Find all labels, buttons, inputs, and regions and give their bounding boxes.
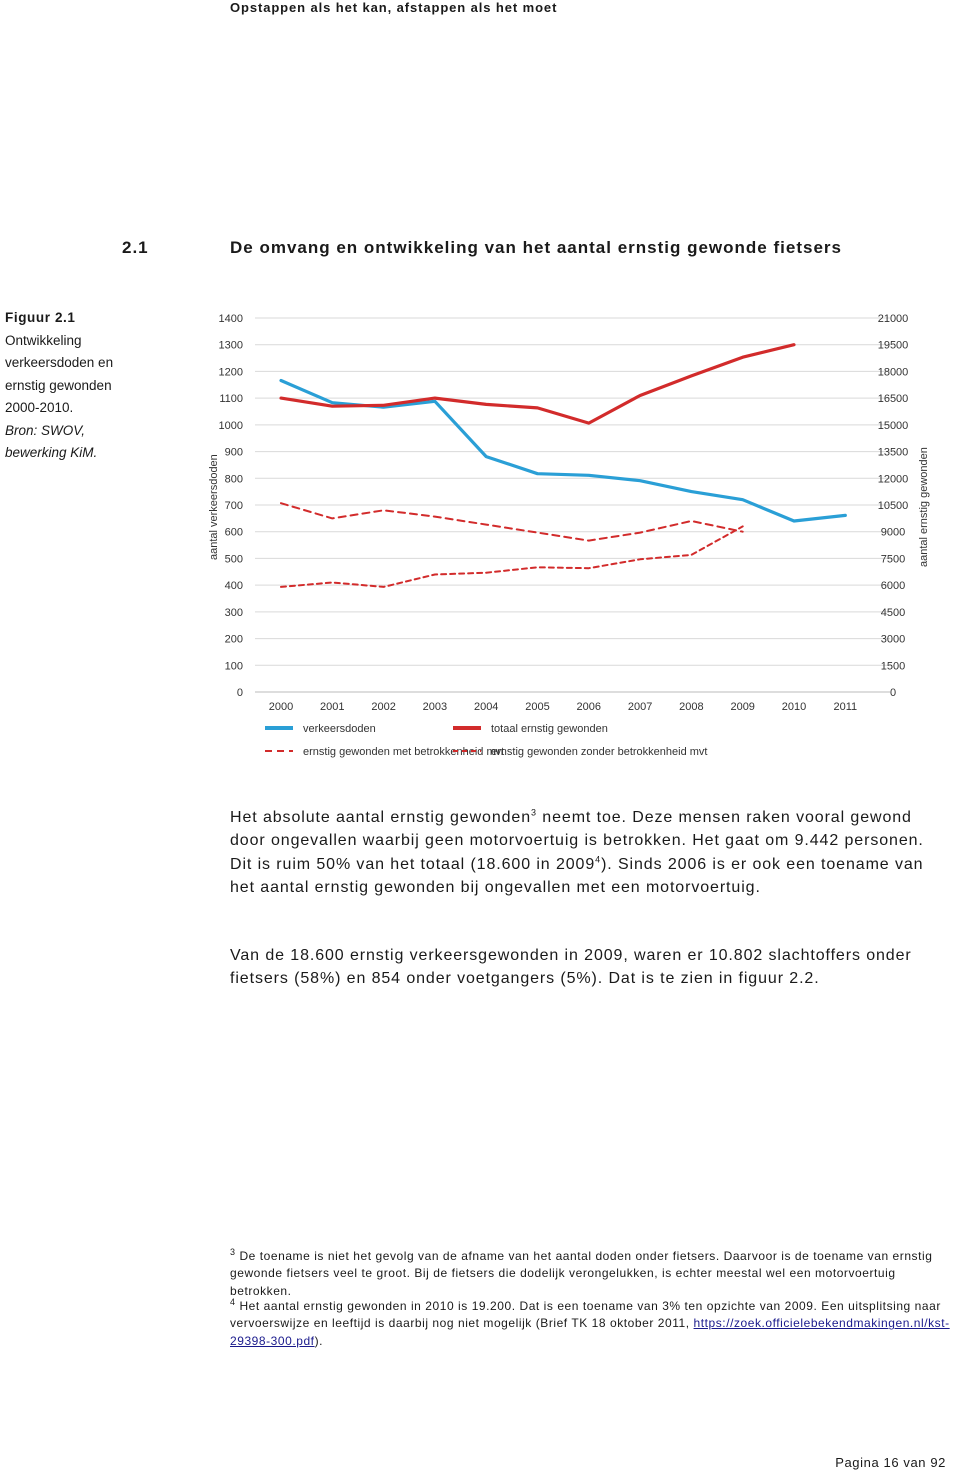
body-paragraph-1: [230, 806, 940, 899]
x-tick-label: 2003: [422, 701, 448, 713]
left-tick-label: 600: [224, 526, 243, 539]
right-tick-label: 21000: [877, 313, 909, 325]
legend-label-1: verkeersdoden: [303, 723, 376, 735]
text-run: Het aantal ernstig gewonden in 2010 is 19.200. Dat is een toename van 3% ten opzichte van 2009. Een uitsplitsing naar vervoerswijze en leeftijd is daarbij nog niet mogelijk (Brief TK 18 oktober 2011,: [230, 1299, 941, 1331]
x-tick-label: 2000: [268, 701, 294, 713]
left-tick-label: 1200: [218, 366, 243, 379]
left-tick-label: 1000: [218, 419, 243, 432]
left-tick-label: 300: [224, 606, 243, 619]
left-tick-label: 700: [224, 500, 243, 512]
right-tick-label: 15000: [877, 419, 909, 432]
series-line-1: [281, 381, 845, 522]
left-tick-label: 200: [224, 633, 243, 646]
series-line-2: [281, 345, 794, 423]
x-tick-label: 2006: [576, 701, 602, 713]
left-tick-label: 1100: [219, 393, 243, 406]
x-tick-label: 2010: [781, 701, 807, 713]
footnote-3: [230, 1248, 960, 1300]
right-tick-label: 9000: [880, 526, 906, 539]
figure-number: Figuur 2.1: [5, 310, 76, 325]
left-tick-label: 500: [224, 553, 243, 566]
right-tick-label: 10500: [877, 500, 909, 512]
left-axis-title: aantal verkeersdoden: [208, 454, 220, 560]
right-tick-label: 13500: [877, 446, 909, 459]
legend-label-4: ernstig gewonden zonder betrokkenheid mvt: [491, 746, 708, 758]
right-tick-label: 16500: [877, 393, 909, 406]
line-chart: [195, 305, 955, 765]
x-tick-label: 2001: [320, 701, 345, 713]
right-tick-label: 12000: [877, 473, 909, 486]
text-run: neemt toe. Deze mensen raken vooral gewond door ongevallen waarbij geen motorvoertuig is betrokken. Het gaat om 9.442 personen. Dit is ruim 50% van het totaal (18.600 in 2009: [230, 809, 924, 873]
text-run: ).: [314, 1333, 323, 1348]
x-tick-label: 2009: [730, 701, 755, 713]
right-tick-label: 6000: [880, 580, 906, 593]
footnote-ref: 3: [531, 807, 537, 818]
x-tick-label: 2008: [679, 701, 704, 713]
x-tick-label: 2011: [833, 701, 858, 713]
x-tick-label: 2007: [627, 701, 653, 713]
footnote-ref: 3: [230, 1247, 236, 1257]
right-tick-label: 4500: [880, 606, 906, 619]
left-tick-label: 0: [236, 687, 243, 699]
right-tick-label: 7500: [880, 553, 906, 566]
x-tick-label: 2002: [371, 701, 396, 713]
section-number: 2.1: [122, 238, 149, 257]
footnote-ref: 4: [595, 854, 602, 865]
legend-label-3: ernstig gewonden met betrokkenheid mvt: [303, 746, 505, 758]
right-tick-label: 3000: [880, 633, 906, 646]
text-run: ). Sinds 2006 is er ook een toename van het aantal ernstig gewonden bij ongevallen met een motorvoertuig.: [230, 855, 924, 896]
x-tick-label: 2004: [473, 701, 499, 713]
x-tick-label: 2005: [525, 701, 550, 713]
right-tick-label: 0: [889, 687, 897, 699]
page-number: Pagina 16 van 92: [835, 1455, 946, 1470]
text-run: Het absolute aantal ernstig gewonden: [230, 809, 532, 826]
left-tick-label: 400: [224, 580, 243, 593]
left-tick-label: 1300: [218, 339, 243, 352]
legend-label-2: totaal ernstig gewonden: [491, 723, 608, 735]
figure-source: Bron: SWOV, bewerking KiM.: [5, 422, 98, 460]
body-paragraph-2: Van de 18.600 ernstig verkeersgewonden in 2009, waren er 10.802 slachtoffers onder fietsers (58%) en 854 onder voetgangers (5%). Dat is te zien in figuur 2.2.: [230, 947, 912, 988]
right-axis-title: aantal ernstig gewonden: [918, 447, 930, 567]
left-tick-label: 800: [224, 473, 243, 486]
footnote-4: [230, 1298, 960, 1350]
left-tick-label: 900: [224, 446, 243, 459]
section-title: De omvang en ontwikkeling van het aantal ernstig gewonde fietsers: [230, 238, 842, 257]
figure-caption-text: Ontwikkeling verkeersdoden en ernstig gewonden 2000-2010.: [5, 332, 114, 415]
page-header-title: Opstappen als het kan, afstappen als het moet: [230, 0, 558, 15]
figure-caption: [5, 307, 145, 465]
right-tick-label: 18000: [877, 366, 909, 379]
right-tick-label: 19500: [877, 339, 909, 352]
left-tick-label: 100: [224, 660, 243, 673]
source-link[interactable]: https://zoek.officielebekendmakingen.nl/kst-29398-300.pdf: [230, 1316, 950, 1348]
right-tick-label: 1500: [880, 660, 906, 673]
series-line-4: [281, 526, 743, 587]
text-run: De toename is niet het gevolg van de afname van het aantal doden onder fietsers. Daarvoor is de toename van ernstig gewonde fietsers veel te groot. Bij de fietsers die dodelijk verongelukken, is echter meestal wel een motorvoertuig betrokken.: [230, 1249, 933, 1298]
footnote-ref: 4: [230, 1297, 236, 1307]
series-line-3: [281, 503, 743, 540]
left-tick-label: 1400: [218, 313, 243, 325]
